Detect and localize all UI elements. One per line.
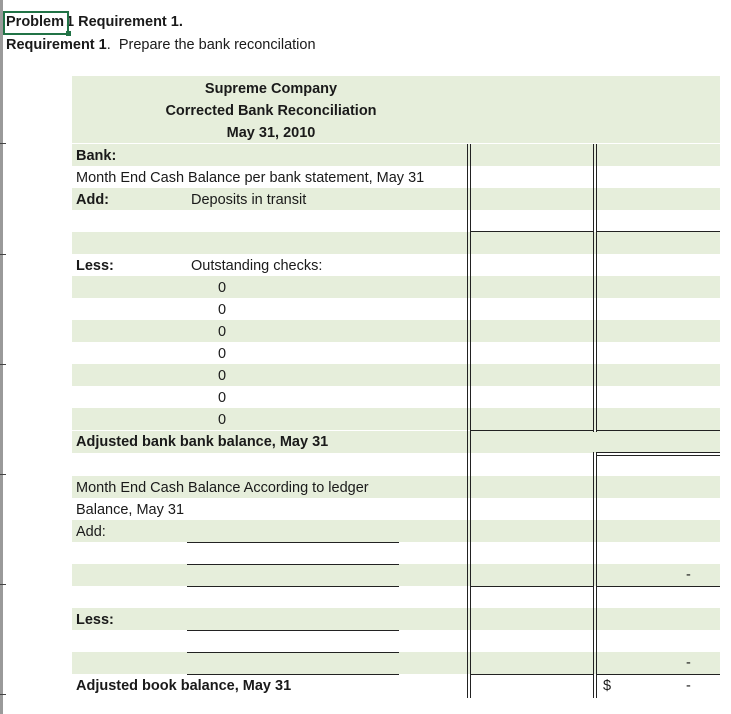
total-column-border	[593, 452, 594, 698]
book-less-dash: -	[686, 655, 691, 671]
row-band	[72, 408, 720, 430]
adjusted-book-dash: -	[686, 678, 691, 694]
check-value: 0	[218, 346, 227, 362]
sheet-left-edge	[0, 0, 3, 714]
bank-add-label: Add:	[76, 192, 110, 208]
book-add-total-line	[596, 586, 720, 587]
adjusted-bank-balance-label: Adjusted bank bank balance, May 31	[76, 434, 329, 450]
deposits-total-line	[596, 231, 720, 232]
book-add-label: Add:	[76, 524, 106, 540]
book-less-entry-line[interactable]	[187, 674, 399, 675]
book-balance-label: Balance, May 31	[76, 502, 185, 518]
amount-column-border	[467, 144, 468, 698]
report-date: May 31, 2010	[226, 125, 316, 141]
checks-total-line	[470, 430, 593, 431]
row-band	[72, 276, 720, 298]
row-band	[72, 188, 720, 210]
instruction-label: Requirement 1	[6, 37, 107, 53]
row-band	[72, 608, 720, 630]
fill-handle[interactable]	[66, 31, 71, 36]
row-marker	[0, 143, 6, 144]
company-name: Supreme Company	[204, 81, 338, 97]
book-less-label: Less:	[76, 612, 114, 628]
row-band	[72, 320, 720, 342]
outstanding-checks-label: Outstanding checks:	[191, 258, 323, 274]
requirement-heading: Requirement 1.	[78, 14, 183, 30]
row-band	[72, 564, 720, 586]
check-value: 0	[218, 368, 227, 384]
book-add-total-line	[470, 586, 593, 587]
row-marker	[0, 474, 6, 475]
book-less-entry-line[interactable]	[187, 652, 399, 653]
book-month-end-label: Month End Cash Balance According to ledger	[76, 480, 369, 496]
adjusted-bank-underline	[596, 452, 720, 453]
amount-column-border	[470, 144, 471, 698]
book-less-total-line	[470, 674, 593, 675]
book-add-entry-line[interactable]	[187, 542, 399, 543]
row-band	[72, 652, 720, 674]
row-marker	[0, 584, 6, 585]
row-marker	[0, 694, 6, 695]
book-add-entry-line[interactable]	[187, 564, 399, 565]
row-band	[72, 520, 720, 542]
book-add-dash: -	[686, 567, 691, 583]
problem-number: 1	[66, 14, 75, 30]
report-title: Corrected Bank Reconciliation	[165, 103, 377, 119]
row-marker	[0, 364, 6, 365]
instruction-text: Prepare the bank reconcilation	[118, 37, 316, 53]
total-column-border	[596, 144, 597, 432]
currency-symbol: $	[603, 678, 612, 694]
book-less-entry-line[interactable]	[187, 630, 399, 631]
book-add-entry-line[interactable]	[187, 586, 399, 587]
instruction-line: Requirement 1. Prepare the bank reconcilation	[6, 37, 316, 53]
total-column-border	[596, 452, 597, 698]
check-value: 0	[218, 324, 227, 340]
bank-month-end-label: Month End Cash Balance per bank statement, May 31	[76, 170, 425, 186]
row-marker	[0, 254, 6, 255]
check-value: 0	[218, 390, 227, 406]
problem-cell[interactable]: Problem	[6, 14, 65, 30]
row-band	[72, 364, 720, 386]
row-band	[72, 144, 720, 166]
bank-less-label: Less:	[76, 258, 114, 274]
row-band	[72, 232, 720, 254]
adjusted-book-balance-label: Adjusted book balance, May 31	[76, 678, 292, 694]
selected-cell[interactable]	[3, 11, 69, 35]
bank-label: Bank:	[76, 148, 117, 164]
total-column-border	[593, 144, 594, 432]
adjusted-bank-underline	[596, 455, 720, 456]
book-less-total-line	[596, 674, 720, 675]
deposits-in-transit-label: Deposits in transit	[191, 192, 307, 208]
check-value: 0	[218, 280, 227, 296]
deposits-total-line	[470, 231, 593, 232]
checks-total-line	[596, 430, 720, 431]
check-value: 0	[218, 302, 227, 318]
check-value: 0	[218, 412, 227, 428]
